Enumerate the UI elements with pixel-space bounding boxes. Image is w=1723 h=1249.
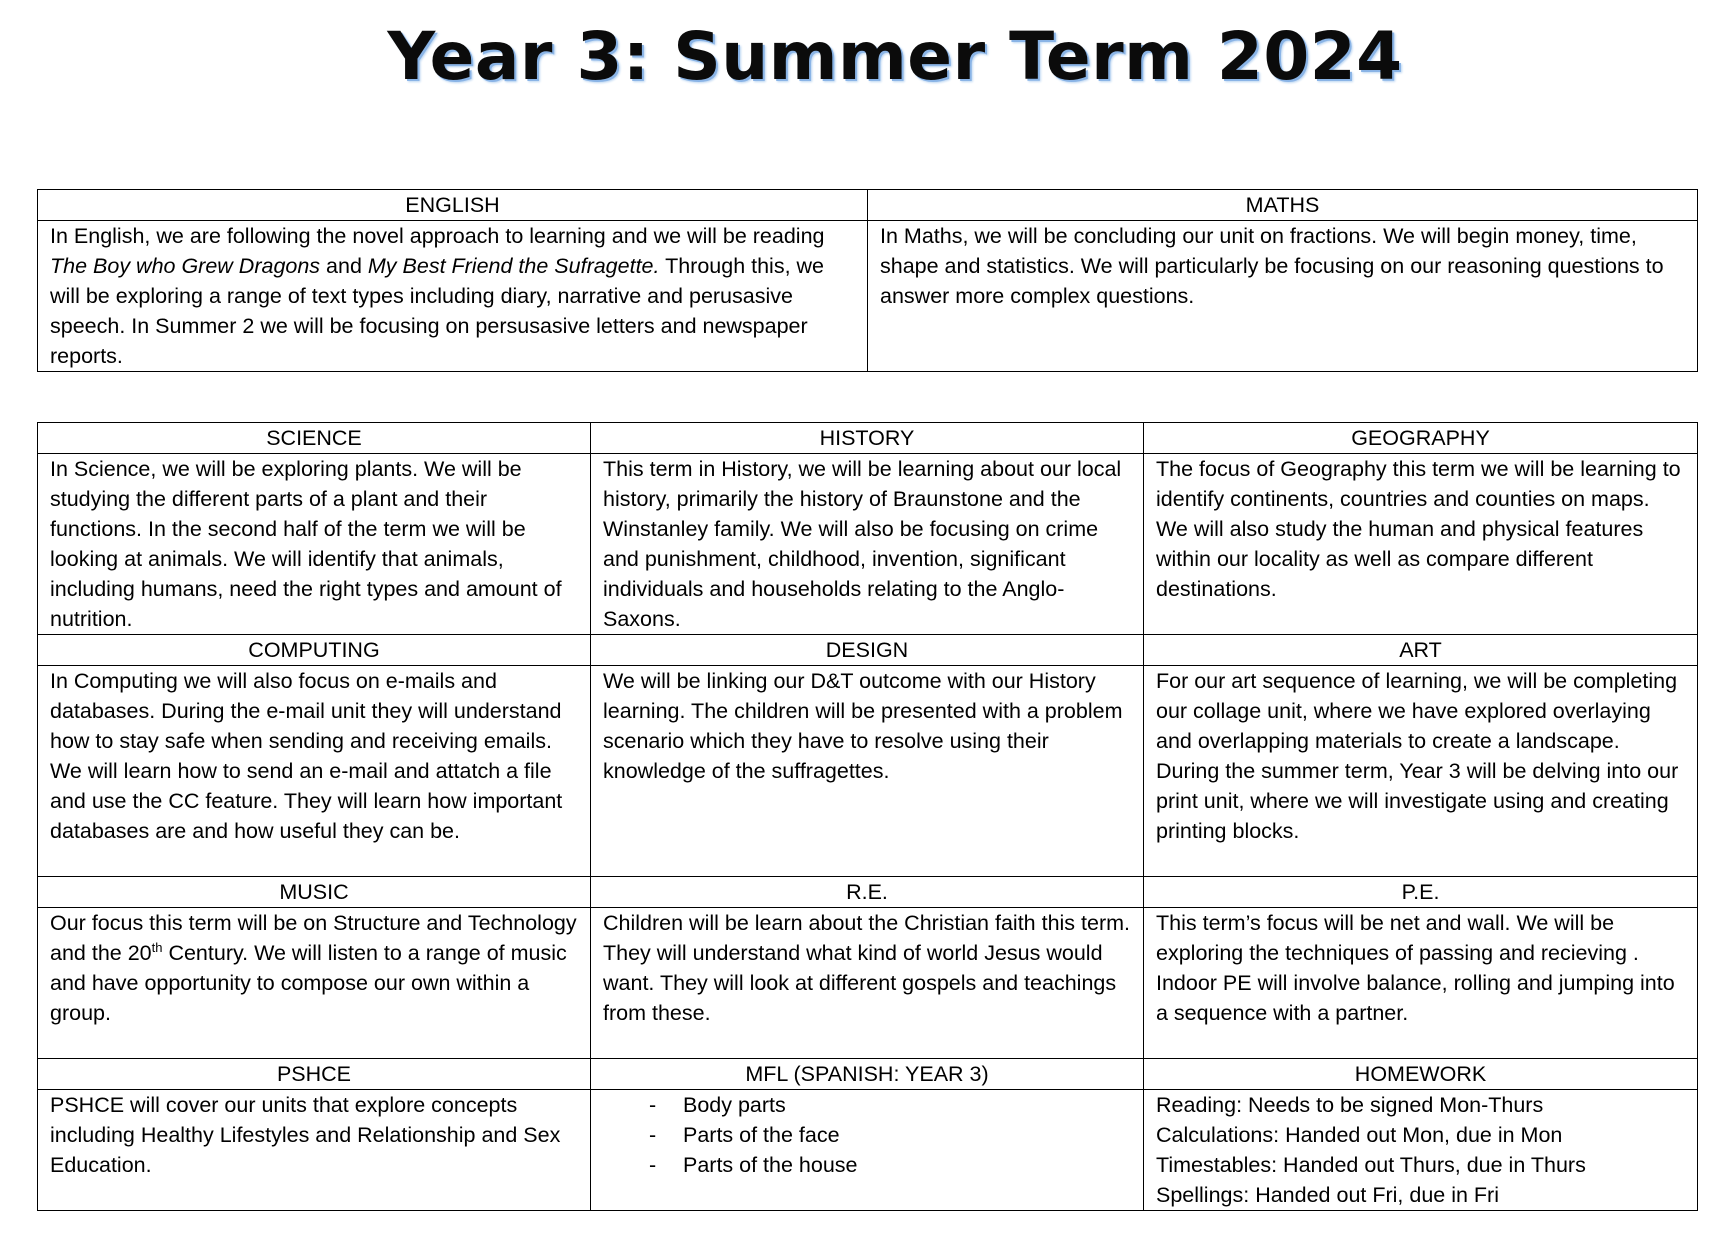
list-item: - Body parts [649, 1090, 1133, 1120]
maths-text: In Maths, we will be concluding our unit on fractions. We will begin money, time, shape and statistics. We will particularly be focusing on our reasoning questions to answer more complex questions. [868, 221, 1698, 372]
foundation-subjects-table [37, 422, 1698, 1211]
homework-reading: Reading: Needs to be signed Mon-Thurs [1156, 1093, 1544, 1117]
pe-heading: P.E. [1144, 877, 1698, 908]
mfl-heading: MFL (SPANISH: YEAR 3) [591, 1059, 1144, 1090]
pshce-heading: PSHCE [38, 1059, 591, 1090]
ordinal-suffix: th [151, 939, 163, 955]
music-heading: MUSIC [38, 877, 591, 908]
list-item: - Parts of the face [649, 1120, 1133, 1150]
music-text-part-1: Our focus this term will be on Structure and Technology and the 20 [50, 911, 577, 965]
art-heading: ART [1144, 635, 1698, 666]
homework-cell [1144, 1090, 1698, 1211]
science-heading: SCIENCE [38, 423, 591, 454]
history-heading: HISTORY [591, 423, 1144, 454]
english-text-part-2: and [320, 254, 368, 278]
computing-heading: COMPUTING [38, 635, 591, 666]
english-text-part-3: Through this, we will be exploring a range of text types including diary, narrative and perusasive speech. In Summer 2 we will be focusing on persusasive letters and newspaper reports. [50, 254, 825, 368]
music-text-part-2: Century. We will listen to a range of music and have opportunity to compose our own within a group. [50, 941, 567, 1025]
book-title-1: The Boy who Grew Dragons [50, 254, 321, 278]
re-text: Children will be learn about the Christian faith this term. They will understand what kind of world Jesus would want. They will look at different gospels and teachings from these. [591, 908, 1144, 1059]
list-item: - Parts of the house [649, 1150, 1133, 1180]
science-text: In Science, we will be exploring plants. We will be studying the different parts of a plant and their functions. In the second half of the term we will be looking at animals. We will identify that animals, including humans, need the right types and amount of nutrition. [38, 454, 591, 635]
homework-timestables: Timestables: Handed out Thurs, due in Thurs [1156, 1153, 1586, 1177]
english-text-part-1: In English, we are following the novel approach to learning and we will be reading [50, 224, 825, 248]
computing-text: In Computing we will also focus on e-mails and databases. During the e-mail unit they will understand how to stay safe when sending and receiving emails. We will learn how to send an e-mail and attatch a file and use the CC feature. They will learn how important databases are and how useful they can be. [38, 666, 591, 877]
english-heading: ENGLISH [38, 190, 868, 221]
english-text [38, 221, 868, 372]
geography-text: The focus of Geography this term we will be learning to identify continents, countries and counties on maps. We will also study the human and physical features within our locality as well as compare different destinations. [1144, 454, 1698, 635]
geography-heading: GEOGRAPHY [1144, 423, 1698, 454]
maths-heading: MATHS [868, 190, 1698, 221]
design-text: We will be linking our D&T outcome with our History learning. The children will be presented with a problem scenario which they have to resolve using their knowledge of the suffragettes. [591, 666, 1144, 877]
homework-calculations: Calculations: Handed out Mon, due in Mon [1156, 1123, 1563, 1147]
mfl-list [603, 1090, 1133, 1180]
pe-text: This term’s focus will be net and wall. We will be exploring the techniques of passing and recieving . Indoor PE will involve balance, rolling and jumping into a sequence with a partner. [1144, 908, 1698, 1059]
mfl-list-cell [591, 1090, 1144, 1211]
homework-heading: HOMEWORK [1144, 1059, 1698, 1090]
design-heading: DESIGN [591, 635, 1144, 666]
core-subjects-table [37, 189, 1698, 372]
re-heading: R.E. [591, 877, 1144, 908]
art-text: For our art sequence of learning, we will be completing our collage unit, where we have explored overlaying and overlapping materials to create a landscape. During the summer term, Year 3 will be delving into our print unit, where we will investigate using and creating printing blocks. [1144, 666, 1698, 877]
page-title: Year 3: Summer Term 2024 [387, 18, 1403, 95]
history-text: This term in History, we will be learning about our local history, primarily the history of Braunstone and the Winstanley family. We will also be focusing on crime and punishment, childhood, invention, significant individuals and households relating to the Anglo-Saxons. [591, 454, 1144, 635]
homework-spellings: Spellings: Handed out Fri, due in Fri [1156, 1183, 1499, 1207]
music-text [38, 908, 591, 1059]
book-title-2: My Best Friend the Sufragette. [367, 254, 660, 278]
pshce-text: PSHCE will cover our units that explore concepts including Healthy Lifestyles and Relationship and Sex Education. [38, 1090, 591, 1211]
